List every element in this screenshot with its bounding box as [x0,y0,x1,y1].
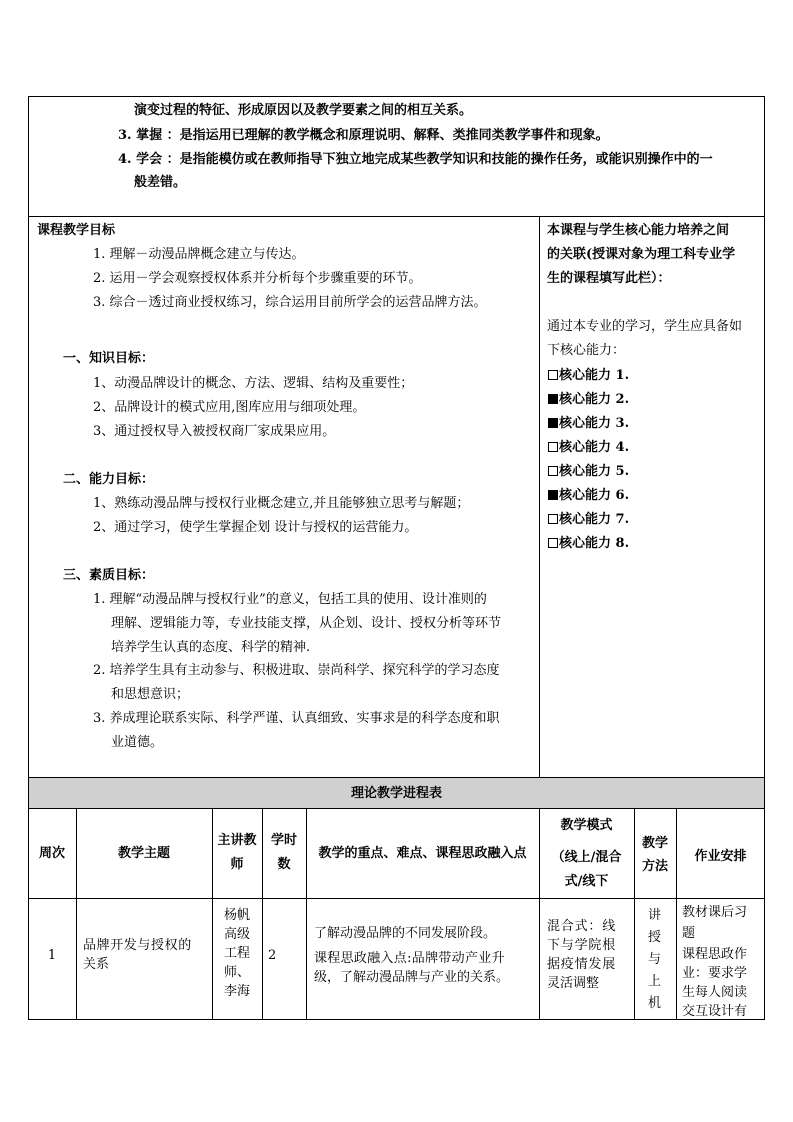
core-heading: 生的课程填写此栏）： [547,271,671,286]
core-intro: 通过本专业的学习，学生应具备如 [547,319,743,334]
header-points: 教学的重点、难点、课程思政融入点 [318,846,527,861]
header-homework: 作业安排 [694,849,747,864]
intro-item3: 3. 掌握 ：是指运用已理解的教学概念和原理说明、解释、类推同类教学事件和现象。 [118,128,609,143]
cell-method: 机 [648,996,662,1011]
knowledge-item: 1、动漫品牌设计的概念、方法、逻辑、结构及重要性； [93,376,414,391]
cell-homework: 交互设计有 [682,1004,748,1019]
unchecked-box-icon [548,370,558,380]
core-ability-item [548,535,629,552]
schedule-title: 理论教学进程表 [350,786,442,801]
cell-teacher: 李海 [224,984,251,999]
intro-item4a: 4. 学会 ：是指能模仿或在教师指导下独立地完成某些教学知识和技能的操作任务，或能识别操作中的一 [118,152,713,167]
header-teacher: 师 [230,857,244,872]
quality-item: 1. 理解“动漫品牌与授权行业”的意义，包括工具的使用、设计准则的 [93,592,487,607]
cell-method: 与 [648,952,662,967]
cell-homework: 课程思政作 [682,947,748,962]
objectives-divider [539,216,540,778]
checked-box-icon [548,394,558,404]
core-heading: 的关联(授课对象为理工科专业学 [547,247,736,262]
unchecked-box-icon [548,442,558,452]
core-ability-item [548,415,629,432]
cell-homework: 业：要求学 [682,966,748,981]
quality-title: 三、素质目标： [63,568,155,583]
checked-box-icon [548,490,558,500]
cell-mode: 灵活调整 [547,976,600,991]
core-ability-label: 核心能力 1. [559,368,630,383]
cell-teacher: 工程 [224,946,251,961]
core-ability-item [548,439,629,456]
core-ability-label: 核心能力 8. [559,536,630,551]
cell-homework: 题 [682,926,696,941]
intro-item4b: 般差错。 [134,175,187,190]
quality-item-cont: 理解、逻辑能力等，专业技能支撑，从企划、设计、授权分析等环节 [111,616,502,631]
objective-item: 2. 运用－学会观察授权体系并分析每个步骤重要的环节。 [93,271,422,286]
cell-teacher: 杨帆 [224,908,251,923]
col-divider [539,808,540,1020]
core-ability-label: 核心能力 4. [559,440,630,455]
core-ability-item [548,487,629,504]
unchecked-box-icon [548,538,558,548]
header-method: 教学 [641,836,668,851]
knowledge-item: 2、品牌设计的模式应用,图库应用与细项处理。 [93,400,366,415]
cell-points: 级，了解动漫品牌与产业的关系。 [314,970,510,985]
core-ability-label: 核心能力 2. [559,392,630,407]
cell-mode: 据疫情发展 [547,957,617,972]
cell-teacher: 师、 [224,965,251,980]
core-ability-item [548,511,629,528]
unchecked-box-icon [548,466,558,476]
core-ability-label: 核心能力 7. [559,512,630,527]
core-ability-item [548,367,629,384]
cell-homework: 生每人阅读 [682,985,748,1000]
checked-box-icon [548,418,558,428]
intro-line1: 演变过程的特征、形成原因以及教学要素之间的相互关系。 [134,103,473,118]
col-divider [76,808,77,1020]
cell-mode: 混合式：线 [547,919,617,934]
cell-teacher: 高级 [224,927,251,942]
col-divider [676,808,677,1020]
header-topic: 教学主题 [117,846,170,861]
header-hours: 学时 [270,833,297,848]
cell-topic: 关系 [83,957,110,972]
cell-points: 课程思政融入点:品牌带动产业升 [314,951,505,966]
quality-item-cont: 和思想意识； [111,687,190,702]
header-week: 周次 [38,846,65,861]
core-ability-item [548,463,629,480]
core-ability-label: 核心能力 5. [559,464,630,479]
cell-homework: 教材课后习 [682,905,748,920]
header-mode: 式/线下 [564,874,609,889]
header-teacher: 主讲教 [217,833,257,848]
col-divider [306,808,307,1020]
quality-item: 2. 培养学生具有主动参与、积极进取、崇尚科学、探究科学的学习态度 [93,663,500,678]
knowledge-title: 一、知识目标： [63,351,155,366]
cell-topic: 品牌开发与授权的 [83,938,192,953]
unchecked-box-icon [548,514,558,524]
ability-title: 二、能力目标： [63,472,155,487]
cell-method: 讲 [648,908,662,923]
core-ability-item [548,391,629,408]
ability-item: 2、通过学习，使学生掌握企划 设计与授权的运营能力。 [93,520,418,535]
header-mode: （线上/混合 [551,850,622,865]
cell-points: 了解动漫品牌的不同发展阶段。 [314,926,497,941]
ability-item: 1、熟练动漫品牌与授权行业概念建立,并且能够独立思考与解题； [93,496,470,511]
objective-item: 1. 理解－动漫品牌概念建立与传达。 [93,247,305,262]
objectives-heading: 课程教学目标 [37,223,116,238]
cell-method: 上 [648,974,662,989]
core-ability-label: 核心能力 6. [559,488,630,503]
quality-item-cont: 培养学生认真的态度、科学的精神. [111,640,311,655]
core-intro: 下核心能力： [547,343,626,358]
core-ability-label: 核心能力 3. [559,416,630,431]
cell-hours: 2 [268,948,277,963]
header-method: 方法 [641,859,668,874]
cell-mode: 下与学院根 [547,938,617,953]
header-divider [28,898,765,899]
quality-item-cont: 业道德。 [111,735,164,750]
core-heading: 本课程与学生核心能力培养之间 [547,223,730,238]
quality-item: 3. 养成理论联系实际、科学严谨、认真细致、实事求是的科学态度和职 [93,711,500,726]
cell-week: 1 [47,948,57,963]
header-mode: 教学模式 [560,818,613,833]
knowledge-item: 3、通过授权导入被授权商厂家成果应用。 [93,424,336,439]
objective-item: 3. 综合－透过商业授权练习，综合运用目前所学会的运营品牌方法。 [93,295,487,310]
header-hours: 数 [277,857,291,872]
cell-method: 授 [648,930,662,945]
